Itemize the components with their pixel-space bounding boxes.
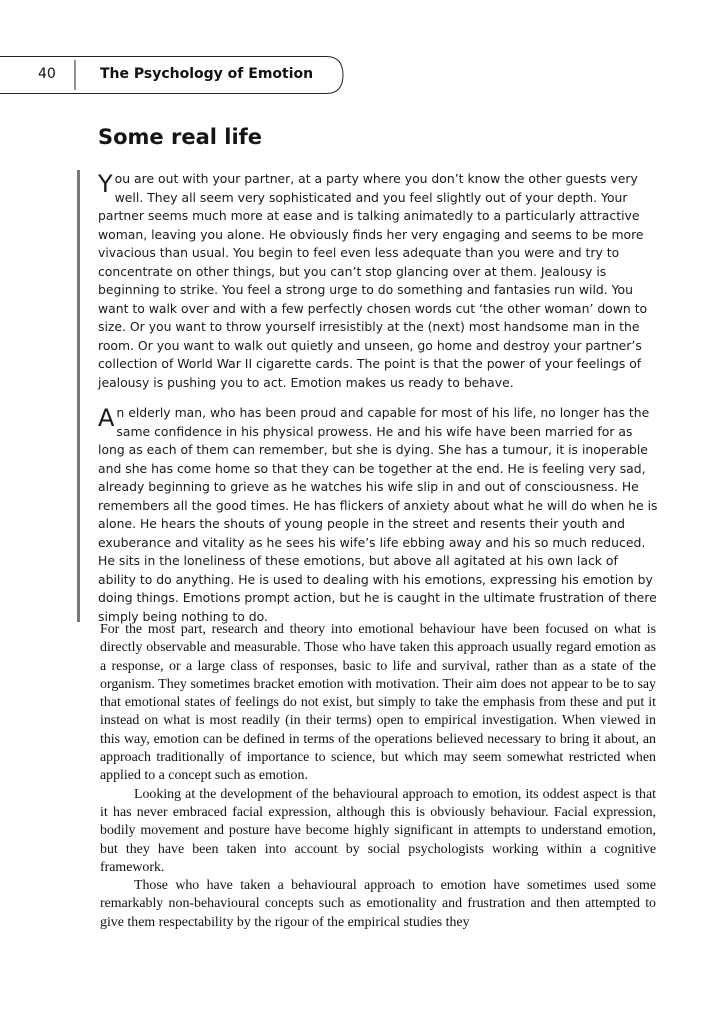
body-paragraph: Those who have taken a behavioural approach to emotion have sometimes used some remarkably non-behavioural concepts such as emotionality and frustration and then attempted to give them respectability by the rigour of the empirical studies they: [100, 878, 656, 930]
section-title: Some real life: [98, 125, 263, 149]
example-paragraph: [98, 404, 658, 626]
example-jealousy: [98, 170, 658, 392]
body-text: [100, 621, 656, 932]
body-paragraph: Looking at the development of the behavioural approach to emotion, its oddest aspect is that it has never embraced facial expression, although this is obviously behaviour. Facial expression, bodily movement and posture have become highly significant in attempts to understand emotion, but they have been taken into account by social psychologists working within a cognitive framework.: [100, 786, 656, 875]
page-number: 40: [38, 66, 56, 82]
body-paragraph: For the most part, research and theory into emotional behaviour have been focused on what is directly observable and measurable. Those who have taken this approach usually regard emotion as a response, or a large class of responses, basic to life and survival, rather than as a state of the organism. They sometimes bracket emotion with motivation. Their aim does not appear to be to say that emotional states of feelings do not exist, but simply to take the emphasis from these and put it instead on what is most readily (in their terms) open to empirical investigation. When viewed in this way, emotion can be defined in terms of the operations believed necessary to bring it about, an approach traditionally of importance to science, but which may seem somewhat restricted when applied to a concept such as emotion.: [100, 622, 656, 784]
example-paragraph: [98, 170, 658, 392]
example-box-rule: [77, 170, 80, 622]
drop-cap: A: [98, 404, 115, 432]
running-header: [0, 56, 344, 94]
example-text: n elderly man, who has been proud and capable for most of his life, no longer has the same confidence in his physical prowess. He and his wife have been married for as long as each of them can remember, but she is dying. She has a tumour, it is inoperable and she has come home so that they can be together at the end. He is feeling very sad, already beginning to grieve as he watches his wife slip in and out of consciousness. He remembers all the good times. He has flickers of anxiety about what he will do when he is alone. He hears the shouts of young people in the street and resents their youth and exuberance and vitality as he sees his wife’s life ebbing away and his so much reduced. He sits in the loneliness of these emotions, but above all agitated at his own lack of ability to do anything. He is used to dealing with his emotions, expressing his emotion by doing things. Emotions prompt action, but he is caught in the ultimate frustration of there simply being nothing to do.: [98, 405, 658, 624]
example-grief: [98, 404, 658, 626]
example-text: ou are out with your partner, at a party where you don’t know the other guests very well. They all seem very sophisticated and you feel slightly out of your depth. Your partner seems much more at ease and is talking animatedly to a particularly attractive woman, leaving you alone. He obviously finds her very engaging and seems to be more vivacious than usual. You begin to feel even less adequate than you were and try to concentrate on other things, but you can’t stop glancing over at them. Jealousy is beginning to strike. You feel a strong urge to do something and fantasies run wild. You want to walk over and with a few perfectly chosen words cut ‘the other woman’ down to size. Or you want to throw yourself irresistibly at the (next) most handsome man in the room. Or you want to walk out quietly and unseen, go home and destroy your partner’s collection of World War II cigarette cards. The point is that the power of your feelings of jealousy is pushing you to act. Emotion makes us ready to behave.: [98, 171, 648, 390]
running-title: The Psychology of Emotion: [100, 66, 314, 82]
drop-cap: Y: [98, 170, 113, 198]
